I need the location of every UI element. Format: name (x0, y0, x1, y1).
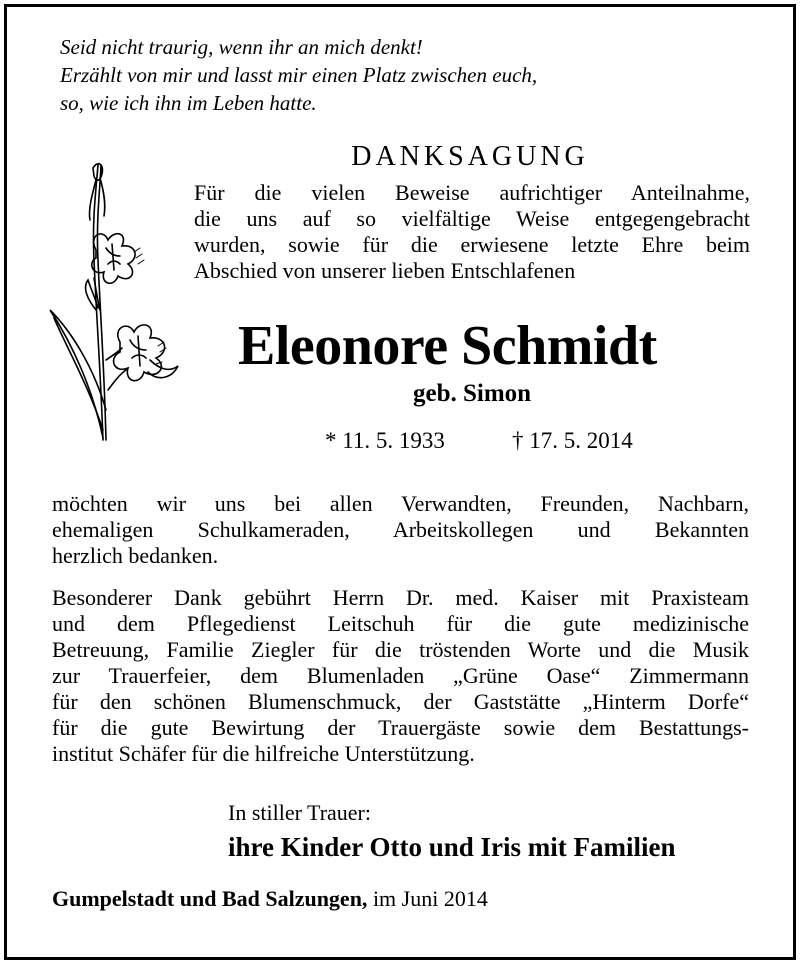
intro-line: Abschied von unserer lieben Entschlafenen (194, 258, 576, 283)
thanks-line: möchten wir uns bei allen Verwandten, Freunden, Nachbarn, (52, 491, 749, 516)
special-thanks-paragraph (52, 585, 749, 767)
verse-line-3: so, wie ich ihn im Leben hatte. (60, 91, 317, 115)
special-line: zur Trauerfeier, dem Blumenladen „Grüne Oase“ Zimmermann (52, 663, 749, 688)
thanks-line: ehemaligen Schulkameraden, Arbeitskollegen und Bekannten (52, 517, 749, 542)
signature-names: ihre Kinder Otto und Iris mit Familien (228, 832, 676, 862)
verse-line-2: Erzählt von mir und lasst mir einen Platz zwischen euch, (60, 63, 538, 87)
intro-paragraph (194, 180, 750, 284)
special-line: und dem Pflegedienst Leitschuh für die gute medizinische (52, 611, 749, 636)
signature-intro: In stiller Trauer: (228, 800, 371, 825)
thanks-line: herzlich bedanken. (52, 543, 219, 568)
special-line: institut Schäfer für die hilfreiche Unterstützung. (52, 741, 475, 766)
intro-line: die uns auf so vielfältige Weise entgegengebracht (194, 206, 750, 231)
place-and-date (52, 886, 488, 912)
verse-line-1: Seid nicht traurig, wenn ihr an mich denkt! (60, 35, 423, 59)
intro-line: Für die vielen Beweise aufrichtiger Anteilnahme, (194, 180, 750, 205)
special-line: für die gute Bewirtung der Trauergäste sowie dem Bestattungs- (52, 715, 749, 740)
intro-line: wurden, sowie für die erwiesene letzte Ehre beim (194, 232, 750, 257)
special-line: für den schönen Blumenschmuck, der Gaststätte „Hinterm Dorfe“ (52, 689, 749, 714)
date: im Juni 2014 (367, 886, 488, 911)
place: Gumpelstadt und Bad Salzungen, (52, 886, 368, 911)
special-line: Betreuung, Familie Ziegler für die tröstenden Worte und die Musik (52, 637, 749, 662)
notice-title: DANKSAGUNG (351, 141, 589, 172)
thanks-paragraph (52, 491, 749, 569)
deceased-name: Eleonore Schmidt (238, 315, 657, 377)
maiden-name: geb. Simon (413, 380, 532, 407)
birth-date: * 11. 5. 1933 (325, 428, 445, 453)
death-date: † 17. 5. 2014 (512, 428, 633, 453)
special-line: Besonderer Dank gebührt Herrn Dr. med. Kaiser mit Praxisteam (52, 585, 749, 610)
iris-flower-icon (48, 160, 183, 445)
